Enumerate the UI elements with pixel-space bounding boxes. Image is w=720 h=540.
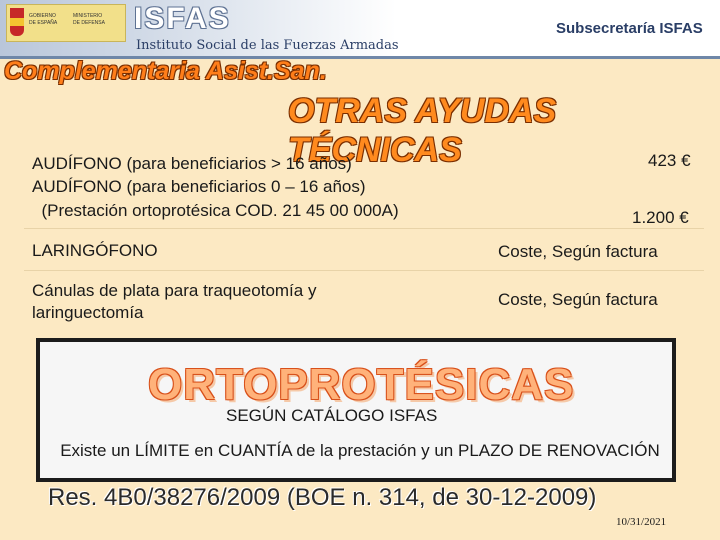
isfas-full-name: Instituto Social de las Fuerzas Armadas (136, 38, 399, 53)
limit-note: Existe un LÍMITE en CUANTÍA de la prestación y un PLAZO DE RENOVACIÓN (60, 441, 660, 460)
slide-subtitle: OTRAS AYUDAS TÉCNICAS (288, 92, 557, 169)
ortoprotesicas-heading: ORTOPROTÉSICAS (148, 360, 575, 409)
gov-logo-line: MINISTERIO (73, 13, 103, 19)
ortoprotesicas-box (36, 338, 676, 482)
coat-of-arms-icon (10, 8, 24, 36)
price-audifono-adult: 423 € (648, 151, 691, 170)
government-logo (6, 4, 126, 42)
row-divider (24, 228, 704, 229)
catalog-note: SEGÚN CATÁLOGO ISFAS (226, 406, 438, 425)
gov-logo-line: GOBIERNO (29, 13, 56, 19)
header-banner (0, 0, 720, 59)
item-canulas-line-2: laringuectomía (32, 303, 144, 322)
slide-title: Complementaria Asist.San. (4, 57, 327, 85)
price-laringofono: Coste, Según factura (498, 242, 658, 261)
subsecretaria-label: Subsecretaría ISFAS (556, 20, 703, 37)
item-audifono-line-3: (Prestación ortoprotésica COD. 21 45 00 000A) (32, 201, 399, 220)
item-audifono-line-1: AUDÍFONO (para beneficiarios > 16 años) (32, 154, 352, 173)
slide-date: 10/31/2021 (616, 516, 667, 528)
item-audifono-line-2: AUDÍFONO (para beneficiarios 0 – 16 años) (32, 177, 366, 196)
price-canulas: Coste, Según factura (498, 290, 658, 309)
row-divider (24, 270, 704, 271)
isfas-logo-text: ISFAS (134, 2, 231, 35)
resolution-reference: Res. 4B0/38276/2009 (BOE n. 314, de 30-12-2009) (48, 484, 597, 511)
gov-logo-line: DE ESPAÑA (29, 20, 58, 26)
item-canulas-line-1: Cánulas de plata para traqueotomía y (32, 281, 317, 300)
gov-logo-line: DE DEFENSA (73, 20, 105, 26)
item-laringofono: LARINGÓFONO (32, 241, 158, 260)
price-audifono-child: 1.200 € (632, 208, 689, 227)
